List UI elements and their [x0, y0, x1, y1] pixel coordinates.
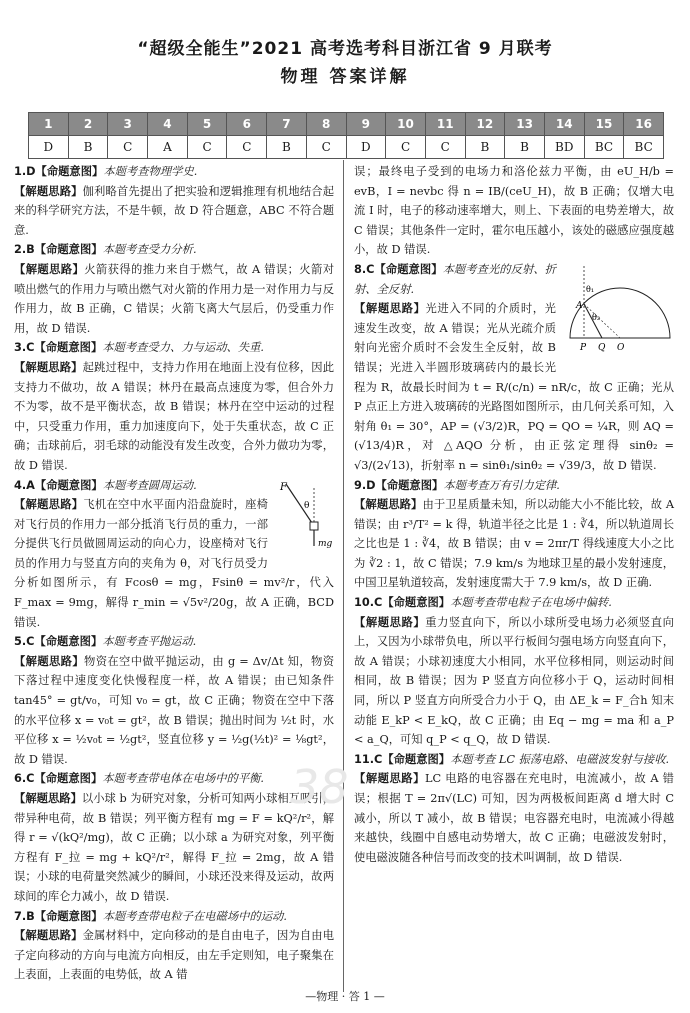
angle-theta1-label: θ₁ [586, 284, 595, 294]
intent-text: 本题考查平抛运动. [102, 635, 197, 649]
solution-item [14, 769, 334, 906]
intent-text: 本题考查万有引力定律. [443, 478, 560, 492]
solution-item [14, 476, 334, 633]
answer-number-cell: 11 [425, 113, 465, 136]
column-divider [343, 160, 344, 992]
intent-text: 本题考查光的反射、折射、全反射. [354, 262, 556, 296]
solution-tag: 【解题思路】 [14, 262, 85, 276]
intent-text: 本题考查带电粒子在电场中偏转. [450, 596, 612, 610]
optics-diagram [562, 262, 674, 361]
answer-number-cell: 8 [306, 113, 346, 136]
solution-tag: 【解题思路】 [14, 792, 82, 805]
answer-letter-cell: C [425, 136, 465, 159]
question-answer-lead: 5.C [14, 635, 35, 649]
solution-tag: 【解题思路】 [14, 654, 85, 668]
intent-text: 本题考查 LC 振荡电路、电磁波发射与接收. [450, 752, 670, 766]
solution-tag: 【解题思路】 [14, 184, 83, 198]
solution-text: 以小球 b 为研究对象，分析可知两小球相互吸引，带异种电荷，故 B 错误；列平衡方程有 mg = F = kQ²/r²，解得 r = √(kQ²/mg)，故 C 正确；以小球 a 为研究对象，列平衡方程有 F_拉 = mg + kQ²/r²，解得 F_拉 = 2mg，故 A 错误；小球的电荷量突然减少的瞬间，小球还没来得及运动，故两球间的库仑力减小，故 D 错误. [14, 792, 334, 903]
weight-label: mg [318, 538, 333, 549]
solution-item [14, 907, 334, 985]
answer-number-cell: 2 [68, 113, 108, 136]
intent-tag: 【命题意图】 [34, 243, 103, 257]
answer-letter-cell: D [346, 136, 386, 159]
intent-text: 本题考查带电体在电场中的平衡. [102, 772, 264, 786]
answer-letter-cell: C [227, 136, 267, 159]
watermark-logo: 38 [290, 760, 349, 814]
solution-text: 误；最终电子受到的电场力和洛伦兹力平衡，由 eU_H/b = evB，I = nevbc 得 n = IB/(ceU_H)，故 B 正确；仅增大电流 I 时，电子的移动速率增大，则上、下表面的电势差增大，故 C 错误；其他条件一定时，霍尔电压越小，该处的磁感应强度越小，故 D 错误. [354, 165, 674, 257]
answer-letter-cell: C [108, 136, 148, 159]
question-answer-lead: 6.C [14, 772, 35, 786]
question-answer-lead: 9.D [354, 478, 376, 492]
angle-label: θ [304, 500, 310, 511]
intent-tag: 【命题意图】 [34, 341, 103, 355]
solution-tag: 【解题思路】 [354, 302, 426, 316]
answer-number-cell: 15 [584, 113, 624, 136]
intent-tag: 【命题意图】 [375, 478, 444, 492]
intent-tag: 【命题意图】 [374, 262, 443, 276]
solution-item [14, 162, 334, 240]
left-column [14, 162, 334, 985]
point-a-label: A [576, 300, 583, 311]
solution-item [14, 632, 334, 769]
intent-tag: 【命题意图】 [382, 752, 451, 766]
question-answer-lead: 4.A [14, 478, 35, 492]
solution-tag: 【解题思路】 [14, 929, 83, 943]
question-answer-lead: 10.C [354, 596, 383, 610]
answer-table-number-row [29, 113, 664, 136]
solution-text: 重力竖直向下，所以小球所受电场力必须竖直向上，又因为小球带负电，所以平行板间匀强电场方向竖直向下，故 A 错误；小球初速度大小相同，水平位移相同，则运动时间相同，故 B 错误；因为 P 竖直方向位移小于 Q，运动时间相同，所以 P 竖直方向所受合力小于 Q，由 ΔE_k = F_合h 知末动能 E_kP < E_kQ，故 C 正确；由 Eq − mg = ma 和 a_P < a_Q，可知 q_P < q_Q，故 D 错误. [354, 615, 674, 747]
answer-table [28, 112, 664, 159]
answer-number-cell: 1 [29, 113, 69, 136]
solution-tag: 【解题思路】 [14, 498, 84, 512]
solution-item [14, 338, 334, 475]
answer-number-cell: 10 [386, 113, 426, 136]
intent-text: 本题考查圆周运动. [102, 478, 197, 492]
point-q-label: Q [598, 342, 606, 353]
answer-letter-cell: BC [624, 136, 664, 159]
solution-text: 起跳过程中，支持力作用在地面上没有位移，因此支持力不做功，故 A 错误；林丹在最高点速度为零，但合外力不为零，故不是平衡状态，故 B 错误；林丹在空中运动的过程中，只受重力作用，重力加速度向下，处于失重状态，故 C 正确；击球前后，羽毛球的动能没有发生改变，合外力做功为零，故 D 错误. [14, 360, 334, 472]
angle-theta2-label: θ₂ [592, 312, 601, 322]
answer-letter-cell: C [306, 136, 346, 159]
answer-letter-cell: C [187, 136, 227, 159]
solution-text: 金属材料中，定向移动的是自由电子，因为自由电子定向移动的方向与电流方向相反，由左手定则知，电子聚集在上表面，上表面的电势低，故 A 错 [14, 929, 334, 982]
answer-number-cell: 7 [267, 113, 307, 136]
intent-tag: 【命题意图】 [34, 635, 103, 649]
question-answer-lead: 3.C [14, 341, 35, 355]
answer-letter-cell: B [267, 136, 307, 159]
point-p-label: P [580, 342, 587, 353]
answer-number-cell: 12 [465, 113, 505, 136]
answer-letter-cell: C [386, 136, 426, 159]
intent-text: 本题考查受力、力与运动、失重. [102, 341, 264, 355]
answer-letter-cell: BD [544, 136, 584, 159]
answer-number-cell: 16 [624, 113, 664, 136]
question-answer-lead: 2.B [14, 243, 35, 257]
intent-tag: 【命题意图】 [382, 596, 451, 610]
solution-text: 火箭获得的推力来自于燃气，故 A 错误；火箭对喷出燃气的作用力与喷出燃气对火箭的作用力是一对作用力与反作用力，故 B 正确，C 错误；火箭飞离大气层后，仍受重力作用，故 D 错误. [14, 262, 334, 335]
solution-text: 物资在空中做平抛运动，由 g = Δv/Δt 知，物资下落过程中速度变化快慢程度一样，故 A 错误；由已知条件 tan45° = gt/v₀，可知 v₀ = gt，故 C 正确；物资在空中下落的水平位移 x = v₀t = gt²，故 B 错误；抛出时间为 ½t 时，水平位移 x = ½v₀t = ½gt²，竖直位移 y = ½g(½t)² = ⅛gt²，故 D 错误. [14, 654, 334, 766]
question-answer-lead: 8.C [354, 262, 375, 276]
answer-number-cell: 6 [227, 113, 267, 136]
answer-letter-cell: BC [584, 136, 624, 159]
intent-tag: 【命题意图】 [34, 772, 103, 786]
intent-text: 本题考查物理学史. [103, 165, 198, 178]
answer-letter-cell: A [148, 136, 188, 159]
answer-table-answer-row [29, 136, 664, 159]
solution-item [354, 750, 674, 868]
solution-item [354, 476, 674, 594]
solution-tag: 【解题思路】 [14, 360, 83, 374]
intent-text: 本题考查带电粒子在电磁场中的运动. [102, 909, 287, 923]
solution-text: 飞机在空中水平面内沿盘旋时，座椅对飞行员的作用力一部分抵消飞行员的重力，一部分提供飞行员做圆周运动的向心力，设座椅对飞行员的作用力与竖直方向的夹角为 θ，对飞行员受力分析如图所示，有 Fcosθ = mg，Fsinθ = mv²/r，代入 F_max = 9mg，解得 r_min = √5v²/20g，故 A 正确，BCD 错误. [14, 498, 334, 629]
answer-number-cell: 5 [187, 113, 227, 136]
answer-number-cell: 14 [544, 113, 584, 136]
force-label: F [280, 481, 287, 493]
intent-tag: 【命题意图】 [34, 909, 103, 923]
answer-letter-cell: B [505, 136, 545, 159]
question-answer-lead: 11.C [354, 752, 383, 766]
answer-letter-cell: B [68, 136, 108, 159]
answer-number-cell: 13 [505, 113, 545, 136]
answer-number-cell: 4 [148, 113, 188, 136]
point-o-label: O [617, 342, 625, 353]
solution-text: LC 电路的电容器在充电时，电流减小，故 A 错误；根据 T = 2π√(LC) 可知，因为两极板间距离 d 增大时 C 减小，所以 T 减小，故 B 错误；电容器充电时，电流减小得越来越快，线圈中自感电动势增大，故 C 正确；电磁波发射时，使电磁波随各种信号而改变的技术叫调制，故 D 错误. [354, 772, 674, 864]
force-diagram [274, 478, 334, 557]
right-column [354, 162, 674, 867]
intent-tag: 【命题意图】 [34, 478, 103, 492]
solution-text: 光进入不同的介质时，光速发生改变，故 A 错误；光从光疏介质射向光密介质时不会发生全反射，故 B 错误；光进入半圆形玻璃砖内的最长光程为 R，故最长时间为 t = R/(c/n) = nR/c，故 C 正确；光从 P 点正上方进入玻璃砖的光路图如图所示，由几何关系可知，入射角 θ₁ = 30°，AP = (√3/2)R，PQ = QO = ¼R，则 AQ = (√13/4)R，对 △AQO 分析，由正弦定理得 sinθ₂ = √3/(2√13)，折射率 n = sinθ₁/sinθ₂ = √39/3，故 D 错误. [354, 302, 674, 472]
page-title: “超级全能生”2021 高考选考科目浙江省 9 月联考 [137, 39, 553, 59]
answer-letter-cell: D [29, 136, 69, 159]
solution-text: 伽利略首先提出了把实验和逻辑推理有机地结合起来的科学研究方法，不是牛顿，故 D 符合题意，ABC 不符合题意. [14, 184, 334, 237]
solution-item [14, 240, 334, 338]
page-subtitle: 物理 答案详解 [280, 67, 410, 87]
answer-number-cell: 9 [346, 113, 386, 136]
solution-item [354, 260, 674, 476]
answer-letter-cell: B [465, 136, 505, 159]
solution-tag: 【解题思路】 [354, 615, 426, 629]
solution-item [354, 162, 674, 260]
page-footer: —物理 · 答 1 — [305, 990, 385, 1003]
intent-tag: 【命题意图】 [35, 165, 104, 178]
solution-tag: 【解题思路】 [354, 772, 425, 786]
solution-tag: 【解题思路】 [354, 498, 423, 512]
solution-text: 由于卫星质量未知，所以动能大小不能比较，故 A 错误；由 r³/T² = k 得，轨道半径之比是 1 : ∛4，所以轨道周长之比也是 1 : ∛4，故 B 错误；由 v = 2πr/T 得线速度大小之比为 ∛2 : 1，故 C 错误；7.9 km/s 为地球卫星的最小发射速度，中国卫星轨道较高，发射速度需大于 7.9 km/s，故 D 正确. [354, 498, 674, 590]
solution-item [354, 593, 674, 750]
question-answer-lead: 1.D [14, 165, 36, 178]
answer-number-cell: 3 [108, 113, 148, 136]
question-answer-lead: 7.B [14, 909, 35, 923]
intent-text: 本题考查受力分析. [102, 243, 197, 257]
